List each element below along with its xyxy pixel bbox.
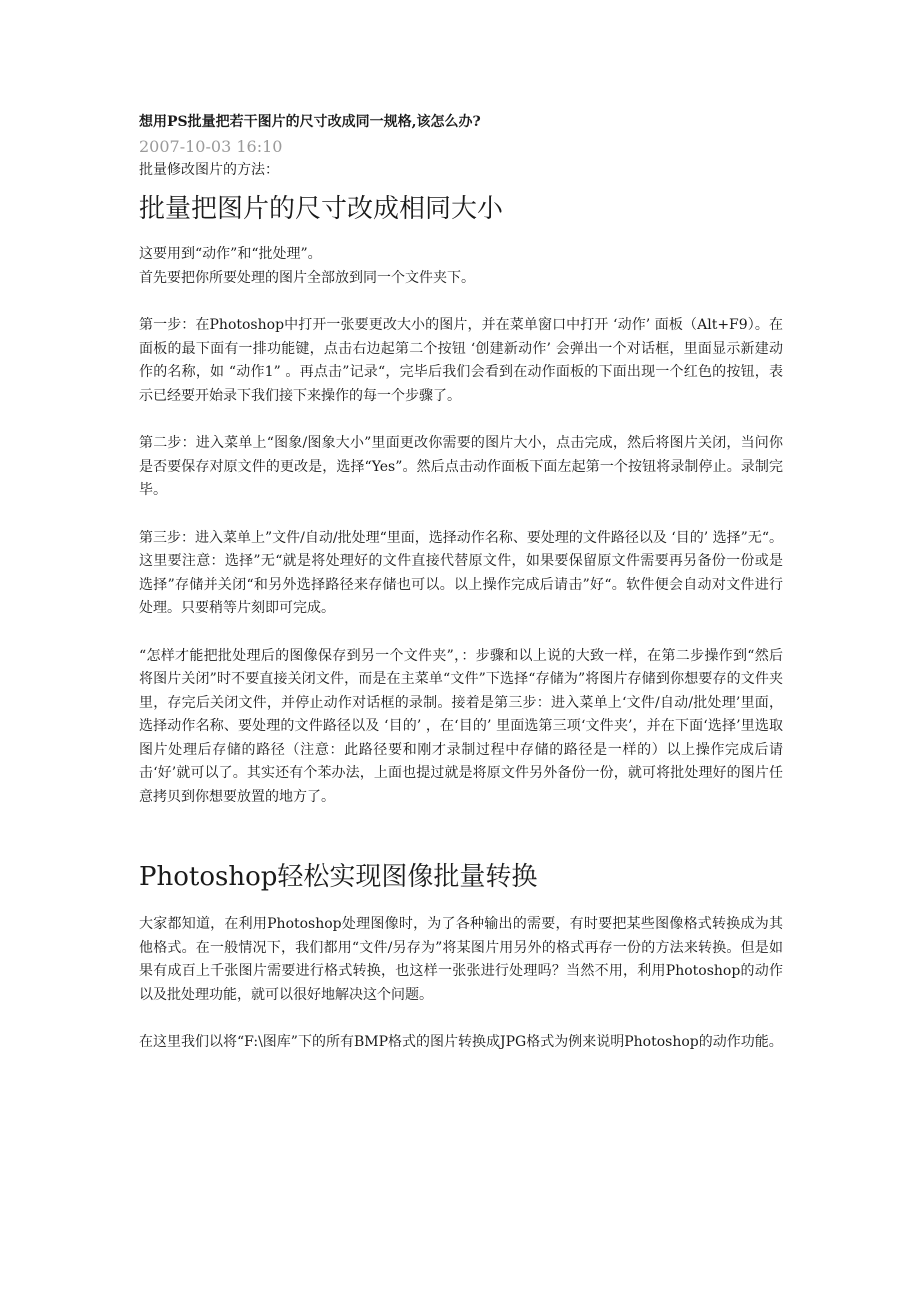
intro-line: 批量修改图片的方法： <box>139 162 279 178</box>
spacer <box>139 621 783 645</box>
section1-step1: 第一步：在Photoshop中打开一张要更改大小的图片，并在菜单窗口中打开 ‘动作’ 面板（Alt+F9）。在面板的最下面有一排功能键，点击右边起第二个按钮 ‘创建新动作’ 会弹出一个对话框，里面显示新建动作的名称，如 “动作1” 。再点击”记录“，完毕后我们会看到在动作面板的下面出现一个红色的按钮，表示已经要开始录下我们接下来操作的每一个步骤了。 <box>139 317 783 404</box>
section1-step3: 第三步：进入菜单上”文件/自动/批处理“里面，选择动作名称、要处理的文件路径以及 ‘目的’ 选择”无“。这里要注意：选择”无“就是将处理好的文件直接代替原文件，如果要保留原文件需要再另备份一份或是选择”存储并关闭“和另外选择路径来存储也可以。以上操作完成后请击”好“。软件便会自动对文件进行处理。只要稍等片刻即可完成。 <box>139 529 783 616</box>
post-date: 2007-10-03 16:10 <box>139 137 283 156</box>
section1-step2: 第二步：进入菜单上“图象/图象大小”里面更改你需要的图片大小，点击完成，然后将图片关闭，当问你是否要保存对原文件的更改是，选择“Yes”。然后点击动作面板下面左起第一个按钮将录制停止。录制完毕。 <box>139 435 783 498</box>
section1-para1-line1: 这要用到“动作”和“批处理”。 <box>139 246 322 262</box>
spacer <box>139 809 783 857</box>
spacer <box>139 503 783 527</box>
section1-para1-line2: 首先要把你所要处理的图片全部放到同一个文件夹下。 <box>139 269 475 286</box>
section2-heading: Photoshop轻松实现图像批量转换 <box>139 862 538 892</box>
section2-para2: 在这里我们以将“F:\图库”下的所有BMP格式的图片转换成JPG格式为例来说明Photoshop的动作功能。 <box>139 1034 783 1050</box>
section1-heading: 批量把图片的尺寸改成相同大小 <box>139 194 504 224</box>
section1-save-to-folder: “怎样才能把批处理后的图像保存到另一个文件夹”，：步骤和以上说的大致一样，在第二步操作到“然后将图片关闭”时不要直接关闭文件，而是在主菜单“文件”下选择“存储为”将图片存储到你想要存的文件夹里，存完后关闭文件，并停止动作对话框的录制。接着是第三步：进入菜单上‘文件/自动/批处理’里面，选择动作名称、要处理的文件路径以及 ‘目的’ ，在‘目的’ 里面选第三项‘文件夹’，并在下面‘选择’里选取图片处理后存储的路径（注意：此路径要和刚才录制过程中存储的路径是一样的）以上操作完成后请击‘好’就可以了。其实还有个苯办法，上面也提过就是将原文件另外备份一份，就可将批处理好的图片任意拷贝到你想要放置的地方了。 <box>139 647 783 805</box>
document-content <box>139 112 783 1055</box>
spacer <box>139 408 783 432</box>
section2-para1: 大家都知道，在利用Photoshop处理图像时，为了各种输出的需要，有时要把某些图像格式转换成为其他格式。在一般情况下，我们都用“文件/另存为”将某图片用另外的格式再存一份的方法来转换。但是如果有成百上千张图片需要进行格式转换，也这样一张张进行处理吗？当然不用，利用Photoshop的动作以及批处理功能，就可以很好地解决这个问题。 <box>139 916 783 1003</box>
spacer <box>139 290 783 314</box>
question-title: 想用PS批量把若干图片的尺寸改成同一规格,该怎么办? <box>139 114 481 130</box>
spacer <box>139 1007 783 1031</box>
